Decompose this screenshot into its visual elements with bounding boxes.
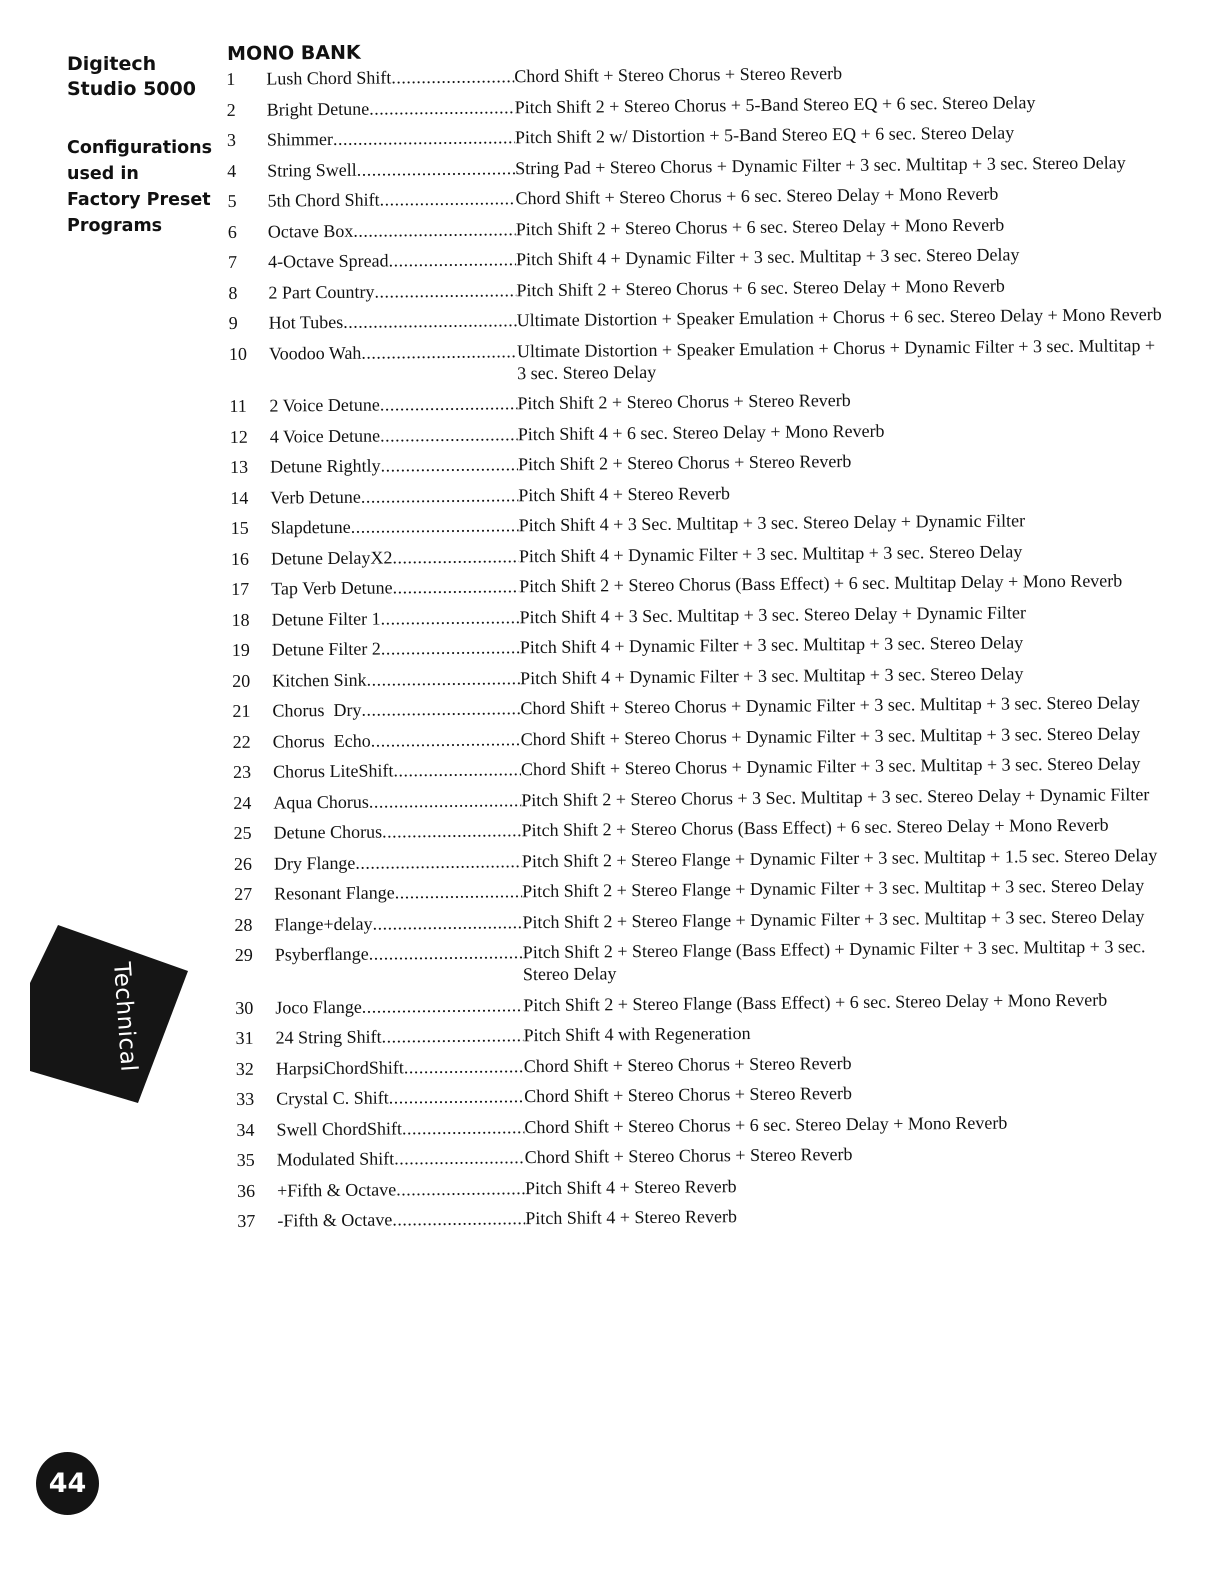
- dot-leader: [381, 636, 520, 659]
- preset-name: Chorus LiteShift: [272, 760, 394, 782]
- preset-name-column: [273, 728, 521, 752]
- preset-name-column: [270, 484, 518, 508]
- dot-leader: [351, 514, 519, 538]
- preset-configuration: Pitch Shift 2 + Stereo Flange (Bass Effect) + 6 sec. Stereo Delay + Mono Reverb: [523, 989, 1108, 1015]
- preset-number: 33: [236, 1088, 255, 1109]
- preset-row: [227, 151, 1162, 182]
- preset-configuration: Pitch Shift 4 + 6 sec. Stereo Delay + Mono Reverb: [517, 420, 885, 444]
- preset-row: [229, 386, 1164, 417]
- preset-row: [231, 508, 1166, 539]
- dot-leader: [371, 728, 521, 751]
- preset-row: [236, 1109, 1171, 1140]
- preset-row: [234, 904, 1169, 935]
- preset-name: Kitchen Sink: [272, 669, 367, 691]
- brand-title: [67, 52, 217, 102]
- preset-name: 4 Voice Detune: [269, 425, 381, 447]
- page-number-badge: 44: [36, 1452, 99, 1515]
- preset-name-column: [268, 218, 516, 242]
- preset-row: [237, 1201, 1172, 1232]
- dot-leader: [388, 248, 516, 271]
- preset-name-column: [274, 850, 522, 874]
- preset-configuration: Chord Shift + Stereo Chorus + Dynamic Filter + 3 sec. Multitap + 3 sec. Stereo Delay: [520, 722, 1141, 749]
- brand-line: Digitech: [67, 53, 157, 75]
- preset-configuration: Pitch Shift 2 + Stereo Chorus + 6 sec. Stereo Delay + Mono Reverb: [515, 214, 1005, 239]
- preset-name-column: [269, 309, 517, 333]
- preset-number: 21: [232, 700, 251, 721]
- preset-number: 17: [231, 578, 250, 599]
- preset-name: Voodoo Wah: [268, 342, 362, 364]
- dot-leader: [380, 606, 519, 629]
- preset-name-column: [267, 187, 515, 211]
- preset-name-column: [271, 514, 519, 538]
- preset-row: [231, 569, 1166, 600]
- preset-number: 28: [234, 914, 253, 935]
- preset-number: 14: [230, 487, 249, 508]
- preset-name-column: [268, 279, 516, 303]
- preset-configuration: Pitch Shift 4 + 3 Sec. Multitap + 3 sec. Stereo Delay + Dynamic Filter: [519, 601, 1026, 627]
- preset-configuration: Pitch Shift 2 + Stereo Chorus + 3 Sec. Multitap + 3 sec. Stereo Delay + Dynamic Filter: [521, 783, 1150, 810]
- dot-leader: [374, 279, 516, 302]
- dot-leader: [353, 218, 516, 242]
- preset-name: Bright Detune: [266, 98, 370, 120]
- preset-name: Chorus Dry: [272, 699, 362, 721]
- preset-name: Tap Verb Detune: [271, 577, 393, 599]
- dot-leader: [381, 1024, 523, 1047]
- dot-leader: [372, 911, 522, 934]
- preset-number: 12: [229, 426, 248, 447]
- preset-number: 30: [235, 997, 254, 1018]
- preset-row: [229, 334, 1164, 387]
- preset-name: 4-Octave Spread: [268, 250, 389, 272]
- preset-name-column: [270, 423, 518, 447]
- preset-name: -Fifth & Octave: [277, 1209, 393, 1231]
- preset-row: [235, 1018, 1170, 1049]
- preset-number: 24: [233, 792, 252, 813]
- preset-name-column: [277, 1207, 525, 1231]
- preset-configuration: Pitch Shift 2 + Stereo Chorus (Bass Effect) + 6 sec. Multitap Delay + Mono Reverb: [519, 570, 1123, 597]
- preset-name: Resonant Flange: [274, 882, 395, 904]
- preset-number: 20: [232, 670, 251, 691]
- preset-name: Swell ChordShift: [276, 1117, 403, 1140]
- preset-configuration: Pitch Shift 2 + Stereo Flange + Dynamic Filter + 3 sec. Multitap + 3 sec. Stereo Delay: [522, 875, 1145, 902]
- preset-row: [228, 242, 1163, 273]
- dot-leader: [393, 575, 520, 598]
- preset-number: 9: [228, 312, 238, 333]
- preset-number: 32: [235, 1058, 254, 1079]
- preset-number: 4: [227, 160, 237, 181]
- preset-row: [233, 752, 1168, 783]
- preset-row: [230, 478, 1165, 509]
- preset-name-column: [277, 1146, 525, 1170]
- preset-configuration: Pitch Shift 4 + Stereo Reverb: [525, 1206, 738, 1229]
- preset-row: [236, 1048, 1171, 1079]
- preset-name: HarpsiChordShift: [275, 1056, 404, 1079]
- preset-row: [237, 1140, 1172, 1171]
- preset-name-column: [266, 65, 514, 89]
- preset-row: [230, 417, 1165, 448]
- preset-name: 2 Voice Detune: [269, 394, 380, 416]
- preset-row: [235, 935, 1170, 988]
- preset-name-column: [269, 392, 517, 416]
- dot-leader: [391, 65, 514, 88]
- preset-configuration: String Pad + Stereo Chorus + Dynamic Filter + 3 sec. Multitap + 3 sec. Stereo Delay: [515, 151, 1126, 178]
- brand-line: Studio 5000: [67, 78, 196, 100]
- preset-configuration: Chord Shift + Stereo Chorus + 6 sec. Stereo Delay + Mono Reverb: [524, 1112, 1008, 1137]
- preset-name: Lush Chord Shift: [266, 67, 392, 89]
- preset-number: 26: [233, 853, 252, 874]
- preset-row: [229, 303, 1164, 334]
- preset-row: [234, 874, 1169, 905]
- preset-configuration: Chord Shift + Stereo Chorus + Dynamic Filter + 3 sec. Multitap + 3 sec. Stereo Delay: [520, 753, 1141, 780]
- preset-name-column: [270, 453, 518, 477]
- preset-name: Octave Box: [267, 220, 354, 242]
- dot-leader: [362, 994, 524, 1018]
- preset-configuration: Chord Shift + Stereo Chorus + Stereo Reverb: [523, 1052, 852, 1076]
- dot-leader: [369, 96, 515, 119]
- preset-configuration: Pitch Shift 2 + Stereo Chorus + 6 sec. Stereo Delay + Mono Reverb: [516, 275, 1005, 300]
- preset-row: [232, 691, 1167, 722]
- dot-leader: [369, 941, 523, 986]
- preset-name-column: [271, 606, 519, 630]
- preset-row: [228, 273, 1163, 304]
- preset-configuration: Pitch Shift 4 + Dynamic Filter + 3 sec. Multitap + 3 sec. Stereo Delay: [518, 540, 1023, 566]
- dot-leader: [382, 819, 522, 842]
- preset-configuration: Chord Shift + Stereo Chorus + Stereo Reverb: [524, 1083, 852, 1107]
- dot-leader: [343, 309, 517, 333]
- preset-name: Hot Tubes: [268, 311, 344, 333]
- dot-leader: [404, 1055, 524, 1078]
- preset-number: 3: [226, 129, 237, 150]
- preset-name: Crystal C. Shift: [276, 1087, 389, 1109]
- preset-name-column: [267, 157, 515, 181]
- preset-number: 11: [229, 395, 247, 416]
- preset-configuration: Pitch Shift 2 + Stereo Chorus + 5-Band Stereo EQ + 6 sec. Stereo Delay: [514, 91, 1036, 117]
- preset-configuration: Pitch Shift 4 + Stereo Reverb: [518, 482, 731, 505]
- preset-name-column: [267, 96, 515, 120]
- preset-number: 31: [235, 1027, 254, 1048]
- preset-name-column: [272, 667, 520, 691]
- preset-name-column: [267, 126, 515, 150]
- subtitle-line: Programs: [67, 216, 163, 236]
- preset-number: 18: [231, 609, 250, 630]
- dot-leader: [369, 789, 522, 812]
- dot-leader: [380, 423, 518, 446]
- preset-name: 2 Part Country: [268, 281, 375, 303]
- preset-name-column: [272, 697, 520, 721]
- preset-configuration: Chord Shift + Stereo Chorus + Stereo Reverb: [514, 63, 843, 87]
- preset-number: 34: [236, 1119, 255, 1140]
- preset-row: [235, 987, 1170, 1018]
- preset-name: Joco Flange: [275, 996, 362, 1018]
- preset-configuration: Ultimate Distortion + Speaker Emulation + Chorus + Dynamic Filter + 3 sec. Multitap + 3 sec. Stereo Delay: [516, 334, 1156, 383]
- preset-row: [234, 843, 1169, 874]
- preset-name-column: [277, 1177, 525, 1201]
- preset-configuration: Pitch Shift 4 + 3 Sec. Multitap + 3 sec. Stereo Delay + Dynamic Filter: [518, 510, 1026, 536]
- preset-number: 2: [226, 99, 236, 120]
- preset-number: 7: [228, 251, 238, 272]
- preset-configuration: Pitch Shift 2 + Stereo Chorus (Bass Effect) + 6 sec. Stereo Delay + Mono Reverb: [521, 814, 1109, 841]
- preset-row: [237, 1170, 1172, 1201]
- preset-number: 23: [232, 761, 252, 782]
- preset-number: 10: [228, 343, 248, 364]
- preset-configuration: Chord Shift + Stereo Chorus + 6 sec. Stereo Delay + Mono Reverb: [515, 183, 999, 209]
- preset-name: Detune Chorus: [273, 821, 383, 843]
- preset-configuration: Pitch Shift 2 + Stereo Chorus + Stereo Reverb: [517, 390, 851, 414]
- preset-number: 25: [233, 822, 252, 843]
- section-tab: [30, 925, 200, 1107]
- preset-name-column: [271, 575, 519, 599]
- preset-number: 6: [227, 221, 237, 242]
- preset-configuration: Pitch Shift 4 with Regeneration: [523, 1023, 751, 1046]
- dot-leader: [333, 126, 515, 150]
- preset-number: 13: [229, 456, 249, 477]
- preset-name: Detune Filter 2: [271, 638, 381, 660]
- preset-number: 8: [228, 282, 238, 303]
- dot-leader: [392, 545, 519, 568]
- preset-number: 5: [227, 190, 237, 211]
- preset-number: 35: [236, 1149, 255, 1170]
- preset-number: 16: [230, 548, 250, 569]
- subtitle-line: Configurations: [67, 138, 212, 158]
- dot-leader: [394, 1146, 525, 1169]
- dot-leader: [380, 392, 518, 415]
- preset-row: [231, 599, 1166, 630]
- preset-name: 5th Chord Shift: [267, 189, 380, 211]
- preset-name: Verb Detune: [270, 486, 361, 508]
- preset-configuration: Pitch Shift 4 + Dynamic Filter + 3 sec. Multitap + 3 sec. Stereo Delay: [516, 244, 1020, 270]
- preset-row: [227, 90, 1162, 121]
- preset-name: Shimmer: [266, 128, 334, 150]
- preset-name: Detune DelayX2: [270, 546, 393, 569]
- preset-number: 1: [226, 68, 236, 89]
- preset-name: Slapdetune: [270, 516, 351, 538]
- dot-leader: [361, 340, 517, 385]
- dot-leader: [380, 453, 518, 476]
- preset-row: [227, 120, 1162, 151]
- preset-row: [231, 539, 1166, 570]
- preset-number: 37: [237, 1210, 256, 1231]
- bank-title: MONO BANK: [227, 41, 361, 65]
- dot-leader: [361, 484, 519, 508]
- dot-leader: [395, 880, 523, 903]
- subtitle-line: used in: [67, 164, 139, 184]
- preset-row: [233, 782, 1168, 813]
- dot-leader: [367, 667, 521, 690]
- preset-name: Dry Flange: [273, 852, 356, 874]
- preset-row: [228, 212, 1163, 243]
- dot-leader: [393, 758, 521, 781]
- preset-number: 36: [236, 1180, 256, 1201]
- dot-leader: [389, 1085, 525, 1108]
- preset-number: 19: [231, 639, 250, 660]
- preset-name-column: [276, 1085, 524, 1109]
- preset-name-column: [274, 911, 522, 935]
- preset-name-column: [273, 789, 521, 813]
- preset-name-column: [269, 340, 517, 386]
- section-subtitle: [67, 135, 217, 239]
- preset-name-column: [273, 819, 521, 843]
- preset-name-column: [275, 1024, 523, 1048]
- entries-list: [226, 59, 1172, 1232]
- preset-name-column: [274, 880, 522, 904]
- sidebar: [67, 52, 217, 239]
- preset-number: 22: [232, 731, 251, 752]
- preset-row: [227, 181, 1162, 212]
- preset-row: [236, 1079, 1171, 1110]
- dot-leader: [355, 850, 522, 874]
- preset-number: 15: [230, 517, 249, 538]
- preset-name: Psyberflange: [274, 943, 369, 965]
- preset-configuration: Pitch Shift 4 + Stereo Reverb: [524, 1175, 737, 1198]
- subtitle-line: Factory Preset: [67, 190, 211, 210]
- dot-leader: [379, 187, 515, 210]
- preset-name-column: [275, 941, 523, 987]
- preset-name: Detune Rightly: [269, 455, 381, 477]
- preset-number: 29: [234, 944, 253, 965]
- preset-name: 24 String Shift: [275, 1026, 382, 1048]
- dot-leader: [396, 1177, 525, 1200]
- tab-label: Technical: [108, 961, 142, 1073]
- preset-configuration: Chord Shift + Stereo Chorus + Stereo Reverb: [524, 1144, 853, 1168]
- preset-row: [232, 660, 1167, 691]
- preset-configuration: Pitch Shift 2 + Stereo Flange + Dynamic Filter + 3 sec. Multitap + 3 sec. Stereo Delay: [522, 905, 1145, 932]
- preset-number: 27: [234, 883, 253, 904]
- preset-name-column: [272, 636, 520, 660]
- preset-name: String Swell: [267, 159, 357, 181]
- preset-name: Flange+delay: [274, 913, 373, 935]
- preset-name-column: [268, 248, 516, 272]
- preset-name-column: [271, 545, 519, 569]
- dot-leader: [361, 697, 520, 721]
- preset-name: Modulated Shift: [276, 1148, 395, 1170]
- preset-name: Chorus Echo: [272, 730, 371, 752]
- dot-leader: [392, 1207, 525, 1230]
- preset-name: Detune Filter 1: [271, 608, 381, 630]
- preset-configuration: Pitch Shift 2 + Stereo Flange (Bass Effect) + Dynamic Filter + 3 sec. Multitap + 3 sec. Stereo Delay: [522, 936, 1146, 985]
- preset-list: [226, 33, 1172, 1240]
- preset-configuration: Chord Shift + Stereo Chorus + Dynamic Filter + 3 sec. Multitap + 3 sec. Stereo Delay: [520, 692, 1140, 719]
- dot-leader: [402, 1116, 525, 1139]
- preset-name-column: [276, 1055, 524, 1079]
- preset-configuration: Pitch Shift 4 + Dynamic Filter + 3 sec. Multitap + 3 sec. Stereo Delay: [520, 662, 1024, 688]
- preset-name: +Fifth & Octave: [276, 1178, 397, 1201]
- preset-name-column: [275, 994, 523, 1018]
- preset-name-column: [273, 758, 521, 782]
- preset-name: Aqua Chorus: [273, 791, 369, 813]
- preset-row: [233, 721, 1168, 752]
- preset-row: [233, 813, 1168, 844]
- preset-row: [230, 447, 1165, 478]
- preset-configuration: Pitch Shift 4 + Dynamic Filter + 3 sec. Multitap + 3 sec. Stereo Delay: [519, 632, 1024, 658]
- dot-leader: [357, 157, 516, 181]
- preset-configuration: Pitch Shift 2 + Stereo Flange + Dynamic Filter + 3 sec. Multitap + 1.5 sec. Stereo Delay: [521, 844, 1158, 871]
- preset-configuration: Ultimate Distortion + Speaker Emulation + Chorus + 6 sec. Stereo Delay + Mono Reverb: [516, 304, 1162, 331]
- preset-name-column: [276, 1116, 524, 1140]
- preset-row: [232, 630, 1167, 661]
- preset-configuration: Pitch Shift 2 + Stereo Chorus + Stereo Reverb: [517, 451, 852, 475]
- preset-configuration: Pitch Shift 2 w/ Distortion + 5-Band Stereo EQ + 6 sec. Stereo Delay: [514, 122, 1015, 148]
